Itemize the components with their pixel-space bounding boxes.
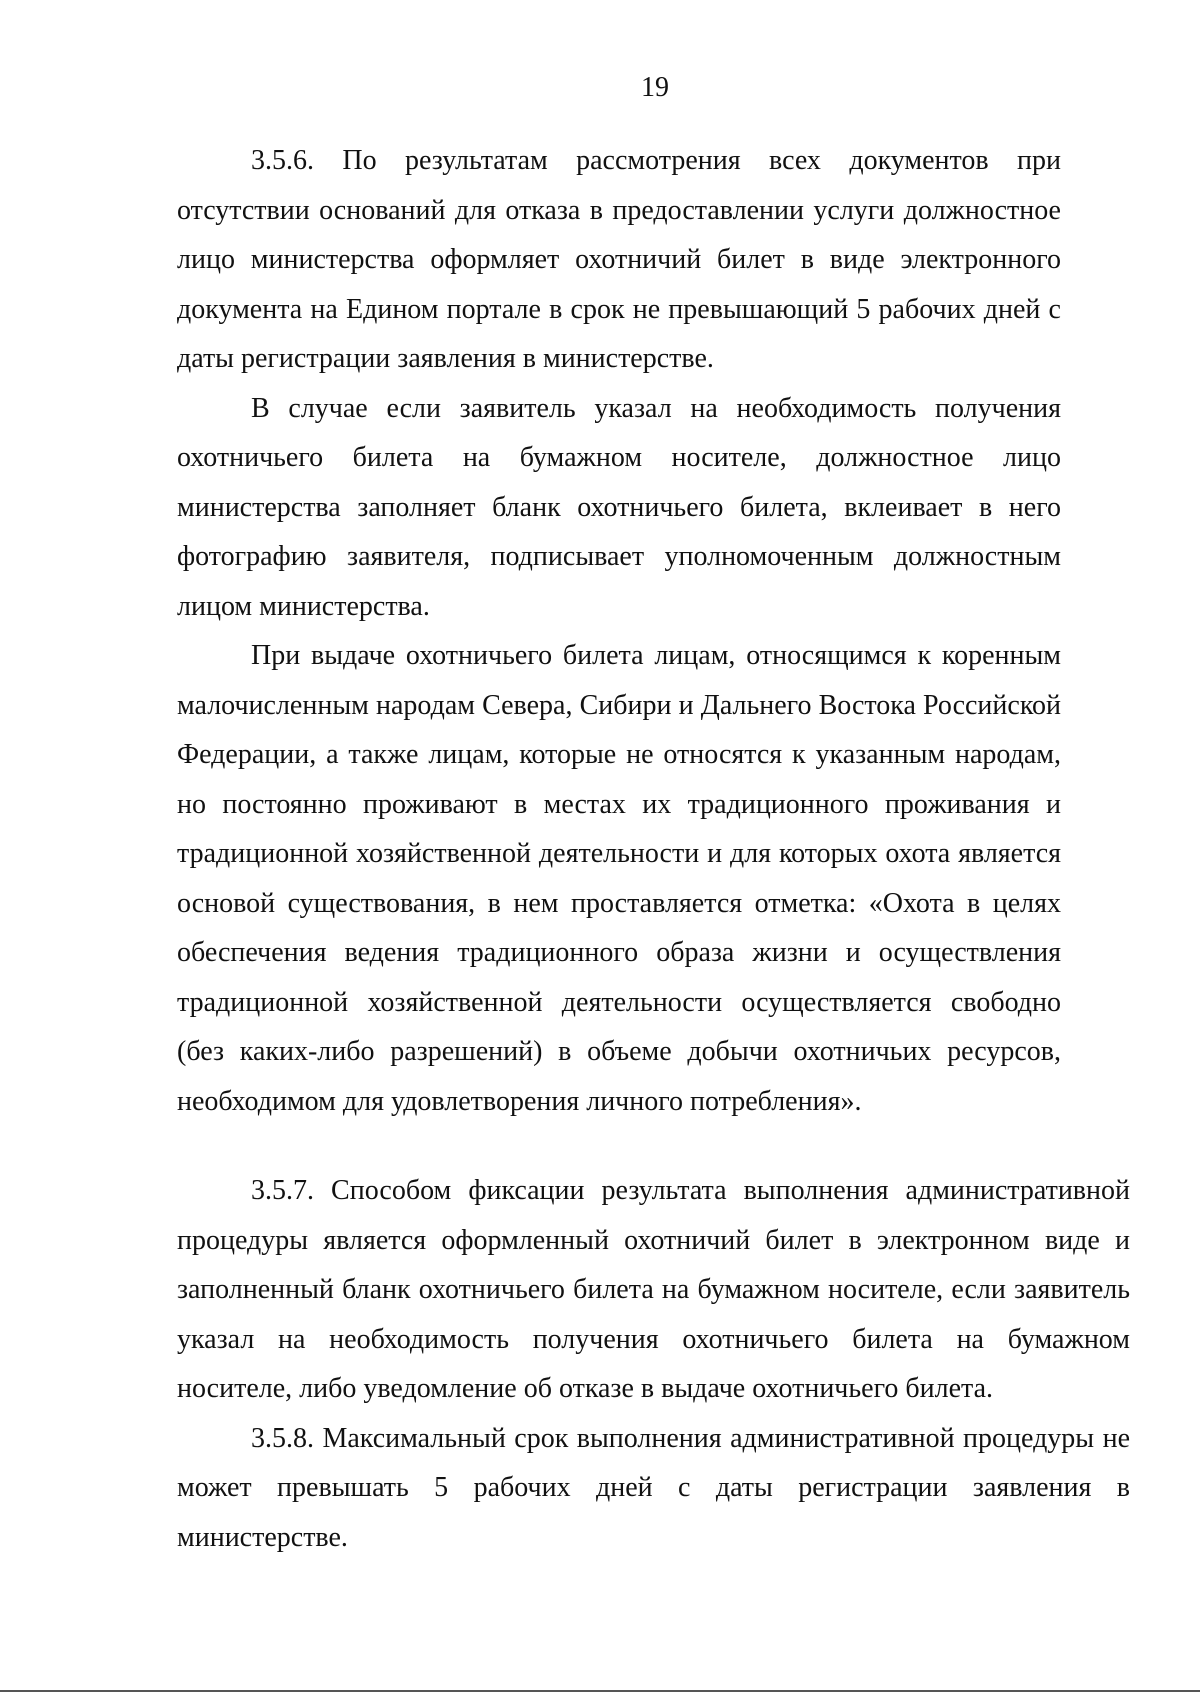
paragraph-3-5-7: 3.5.7. Способом фиксации результата выполнения административной процедуры является оформленный охотничий билет в электронном виде и заполненный бланк охотничьего билета на бумажном носителе, если заявитель указал на необходимость получения охотничьего билета на бумажном носителе, либо уведомление об отказе в выдаче охотничьего билета. xyxy=(177,1175,1130,1404)
document-body-upper xyxy=(177,136,1061,1126)
paragraph-paper-ticket: В случае если заявитель указал на необходимость получения охотничьего билета на бумажном носителе, должностное лицо министерства заполняет бланк охотничьего билета, вклеивает в него фотографию заявителя, подписывает уполномоченным должностным лицом министерства. xyxy=(177,392,1061,622)
paragraph-indigenous-peoples: При выдаче охотничьего билета лицам, относящимся к коренным малочисленным народам Севера, Сибири и Дальнего Востока Российской Федерации, а также лицам, которые не относятся к указанным народам, но постоянно проживают в местах их традиционного проживания и традиционной хозяйственной деятельности и для которых охота является основой существования, в нем проставляется отметка: «Охота в целях обеспечения ведения традиционного образа жизни и осуществления традиционной хозяйственной деятельности осуществляется свободно (без каких-либо разрешений) в объеме добычи охотничьих ресурсов, необходимом для удовлетворения личного потребления». xyxy=(177,640,1061,1117)
paragraph-3-5-6: 3.5.6. По результатам рассмотрения всех документов при отсутствии оснований для отказа в предоставлении услуги должностное лицо министерства оформляет охотничий билет в виде электронного документа на Едином портале в срок не превышающий 5 рабочих дней с даты регистрации заявления в министерстве. xyxy=(177,145,1061,374)
page-number: 19 xyxy=(641,72,669,103)
document-body-lower xyxy=(177,1166,1130,1562)
paragraph-3-5-8: 3.5.8. Максимальный срок выполнения административной процедуры не может превышать 5 рабочих дней с даты регистрации заявления в министерстве. xyxy=(177,1422,1130,1553)
footer-rule xyxy=(0,1690,1200,1692)
